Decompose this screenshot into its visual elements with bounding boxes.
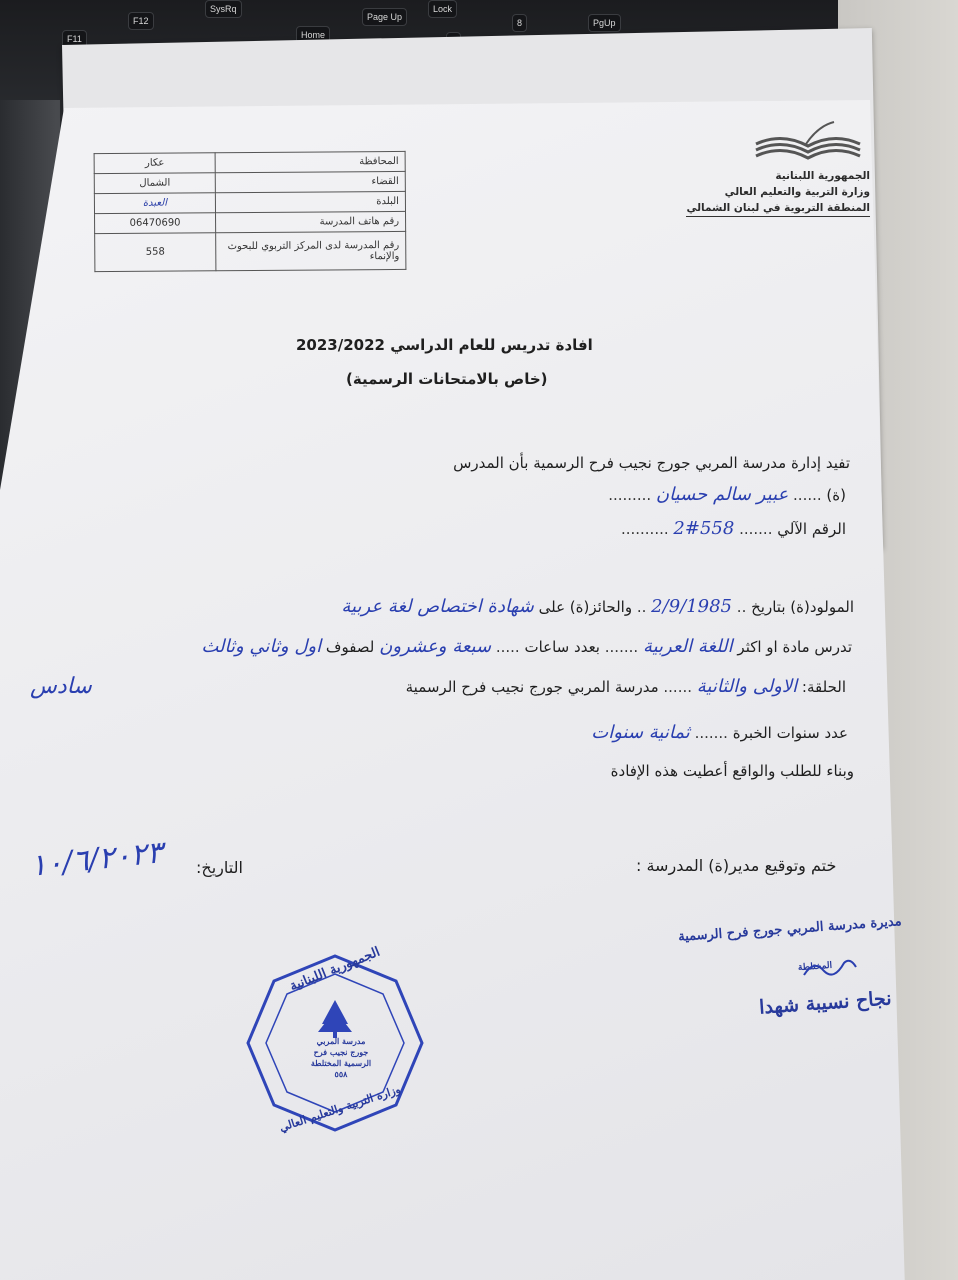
holder-value: شهادة اختصاص لغة عربية <box>341 596 534 617</box>
table-cell-label: القضاء <box>215 171 405 192</box>
table-cell-label: رقم المدرسة لدى المركز التربوي للبحوث والإنماء <box>216 231 406 270</box>
table-row <box>94 191 405 213</box>
table-cell-value: 06470690 <box>95 213 216 234</box>
closing-line: وبناء للطلب والواقع أعطيت هذه الإفادة <box>610 762 854 780</box>
classes-value-continued: سادس <box>30 674 92 699</box>
seal-center-line: الرسمية المختلطة <box>310 1058 372 1068</box>
table-cell-value: عكار <box>94 153 215 174</box>
seal-bottom-text: وزارة التربية والتعليم العالي <box>277 1082 403 1135</box>
dots: ...... <box>663 678 692 696</box>
table-row <box>95 211 406 233</box>
table-cell-value: العبدة <box>94 193 215 214</box>
subject-value: اللغة العربية <box>642 636 733 657</box>
table-cell-value: الشمال <box>94 173 215 194</box>
seal-center-line: جورج نجيب فرح <box>313 1047 369 1057</box>
seal-center-text <box>290 1036 392 1080</box>
keyboard-key: Lock <box>428 0 457 18</box>
seal-center-line: ٥٥٨ <box>334 1069 348 1079</box>
seal-center-line: مدرسة المربي <box>316 1036 366 1046</box>
table-row <box>94 151 405 173</box>
school-name: مدرسة المربي جورج نجيب فرح الرسمية <box>405 678 659 696</box>
cedar-tree-icon <box>318 1000 352 1038</box>
keyboard-key: F12 <box>128 12 154 30</box>
dots: ....... <box>739 520 773 538</box>
principal-stamp-line2: المختلطة <box>797 960 833 974</box>
holder-label: والحائز(ة) على <box>538 598 633 616</box>
experience-label: عدد سنوات الخبرة <box>732 724 848 742</box>
date-label: التاريخ: <box>196 858 243 877</box>
id-label: الرقم الآلي <box>777 520 846 538</box>
dots: ......... <box>608 486 652 504</box>
dots: .. <box>736 598 747 616</box>
classes-value: اول وثاني وثالث <box>201 636 322 657</box>
intro-line: تفيد إدارة مدرسة المربي جورج نجيب فرح الرسمية بأن المدرس <box>453 454 850 472</box>
open-book-icon <box>748 118 868 166</box>
document-title: افادة تدريس للعام الدراسي 2023/2022 <box>296 336 593 354</box>
experience-line <box>591 722 848 743</box>
region-name: المنطقة التربوية في لبنان الشمالي <box>686 200 870 217</box>
table-row <box>94 171 405 193</box>
cycle-value: الاولى والثانية <box>696 676 798 697</box>
signature-label: ختم وتوقيع مدير(ة) المدرسة : <box>636 856 837 875</box>
ministry-name: وزارة التربية والتعليم العالي <box>724 186 870 198</box>
table-row <box>95 231 406 271</box>
document-subtitle: (خاص بالامتحانات الرسمية) <box>346 370 548 388</box>
teacher-prefix: (ة) <box>826 486 846 504</box>
principal-stamp-line3: نجاح نسيبة شهدا <box>758 987 893 1019</box>
republic-name: الجمهورية اللبنانية <box>775 170 870 182</box>
dots: ....... <box>694 724 728 742</box>
keyboard-key: F11 <box>62 30 87 48</box>
teaches-label: تدرس مادة او اكثر <box>737 638 852 656</box>
id-line <box>621 518 846 539</box>
keyboard-key: SysRq <box>205 0 242 18</box>
hours-value: سبعة وعشرون <box>379 636 492 657</box>
table-cell-label: رقم هاتف المدرسة <box>216 211 406 232</box>
signature-scribble <box>797 955 860 985</box>
cycle-label: الحلقة: <box>801 678 846 696</box>
dots: ...... <box>793 486 822 504</box>
teaching-line <box>201 636 852 657</box>
hours-label: بعدد ساعات <box>524 638 600 656</box>
id-value: 2#558 <box>673 518 735 539</box>
school-info-table <box>94 151 407 272</box>
dots: ..... <box>495 638 520 656</box>
keyboard-key: 8 <box>512 14 527 32</box>
table-cell-label: البلدة <box>215 191 405 212</box>
teacher-line <box>608 484 846 505</box>
principal-stamp-line1: مديرة مدرسة المربي جورج فرح الرسمية <box>677 914 903 945</box>
teacher-name: عبير سالم حسيان <box>655 484 789 505</box>
keyboard-key: Home <box>296 26 330 44</box>
dots: ....... <box>604 638 639 656</box>
date-value: ١٠/٦/٢٠٢٣ <box>28 835 165 884</box>
birth-line <box>341 596 854 617</box>
table-cell-value: 558 <box>95 233 216 272</box>
keyboard-key: PgUp <box>588 14 621 32</box>
dots: .......... <box>620 520 669 538</box>
born-value: 2/9/1985 <box>651 596 733 617</box>
experience-value: ثمانية سنوات <box>591 722 690 743</box>
cycle-line <box>406 676 846 697</box>
dots: .. <box>636 598 647 616</box>
classes-label: لصفوف <box>325 638 375 656</box>
table-cell-label: المحافظة <box>215 151 405 172</box>
born-label: المولود(ة) بتاريخ <box>751 598 854 616</box>
seal-top-text: الجمهورية اللبنانية <box>287 944 383 995</box>
ministry-header <box>686 168 870 217</box>
keyboard-key: Page Up <box>362 8 407 26</box>
